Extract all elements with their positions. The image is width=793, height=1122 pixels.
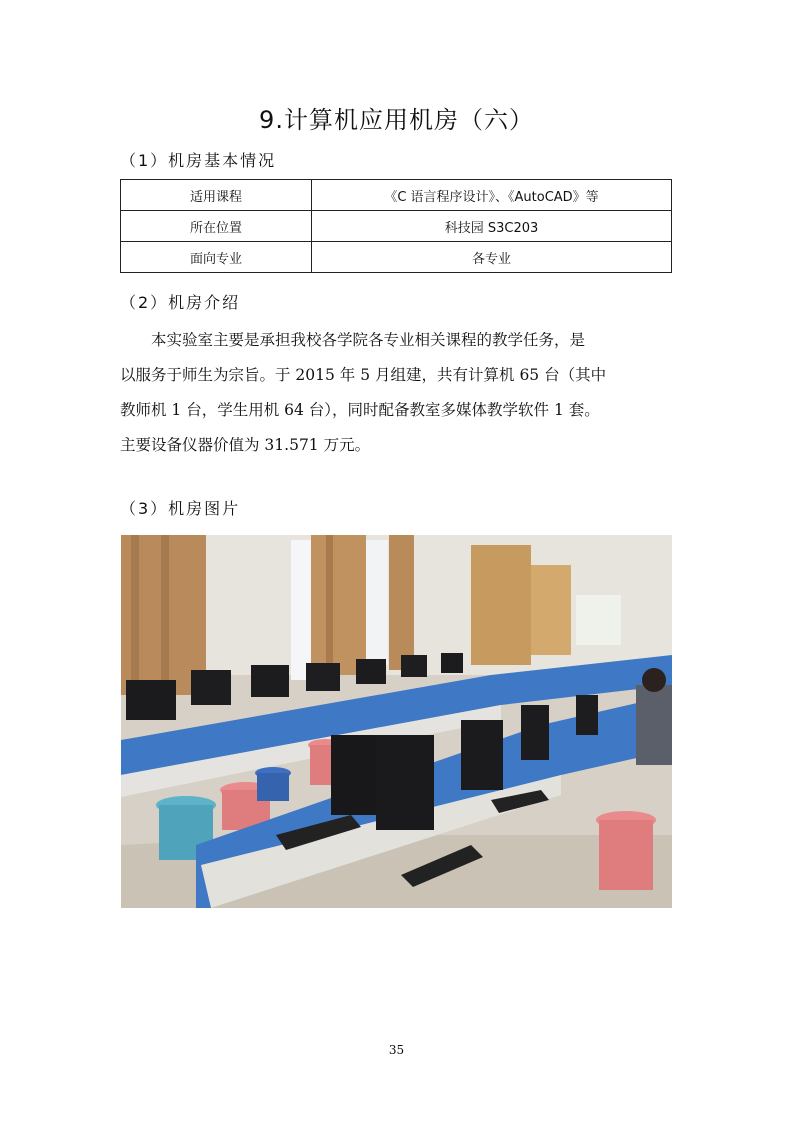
- section-heading-introduction: （2）机房介绍: [120, 293, 241, 312]
- table-cell-label: 所在位置: [121, 211, 312, 242]
- table-cell-label: 适用课程: [121, 180, 312, 211]
- table-cell-value: 《C 语言程序设计》、《AutoCAD》等: [312, 180, 672, 211]
- table-cell-value: 各专业: [312, 242, 672, 273]
- page-number: 35: [388, 1043, 405, 1057]
- paragraph-line: 教师机 1 台，学生用机 64 台），同时配备教室多媒体教学软件 1 套。: [120, 401, 600, 419]
- page-title: 9.计算机应用机房（六）: [259, 106, 534, 134]
- paragraph-line: 以服务于师生为宗旨。于 2015 年 5 月组建，共有计算机 65 台（其中: [120, 366, 607, 384]
- table-cell-value: 科技园 S3C203: [312, 211, 672, 242]
- section-heading-photos: （3）机房图片: [120, 499, 241, 518]
- table-row: [121, 242, 672, 273]
- section-heading-basic-info: （1）机房基本情况: [120, 151, 277, 170]
- paragraph-line: 本实验室主要是承担我校各学院各专业相关课程的教学任务，是: [151, 331, 586, 349]
- paragraph-line: 主要设备仪器价值为 31.571 万元。: [120, 436, 371, 454]
- introduction-paragraph: [120, 323, 674, 463]
- table-row: [121, 180, 672, 211]
- table-cell-label: 面向专业: [121, 242, 312, 273]
- table-row: [121, 211, 672, 242]
- computer-lab-photo: [121, 535, 672, 908]
- lab-info-table: [120, 179, 672, 273]
